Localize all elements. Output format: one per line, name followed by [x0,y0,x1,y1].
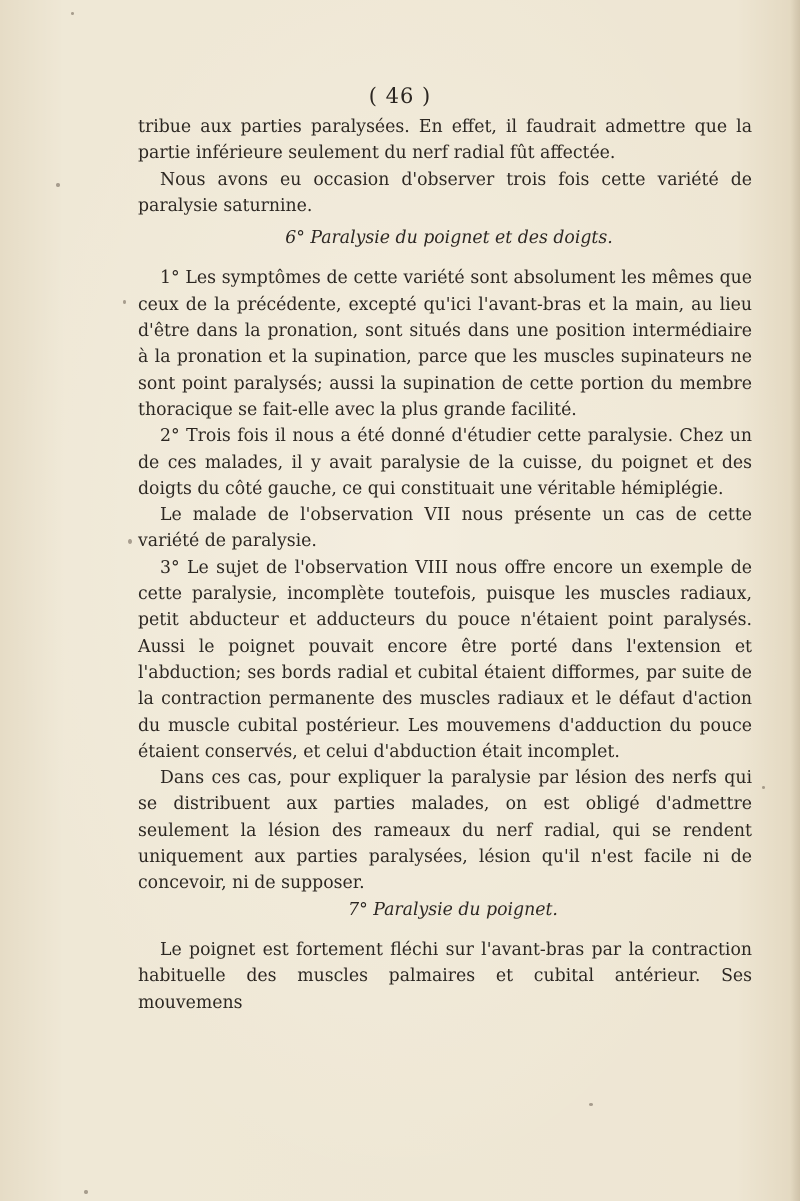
body-text [138,114,752,1016]
paper-speck [123,300,126,304]
page-number: ( 46 ) [368,84,432,108]
paragraph-continuation: tribue aux parties paralysées. En effet, il faudrait admettre que la partie inférieure seulement du nerf radial fût affectée. [138,117,752,164]
paper-speck [71,12,74,15]
section-heading-6: 6° Paralysie du poignet et des doigts. [285,228,613,249]
paper-speck [128,539,132,544]
paper-speck [84,1190,88,1194]
paragraph-wrist-flexed: Le poignet est fortement fléchi sur l'avant-bras par la contraction habituelle des muscles palmaires et cubital antérieur. Ses mouvemens [138,939,752,1013]
section-heading-7: 7° Paralysie du poignet. [348,899,558,920]
paragraph-three-times: 2° Trois fois il nous a été donné d'étudier cette paralysie. Chez un de ces malades, il y avait paralysie de la cuisse, du poignet et des doigts du côté gauche, ce qui constituait une véritable hémiplégie. [138,426,752,499]
paragraph-observation-vii: Le malade de l'observation VII nous présente un cas de cette variété de paralysie. [138,505,752,552]
paragraph-observation-viii: 3° Le sujet de l'observation VIII nous offre encore un exemple de cette paralysie, incomplète toutefois, puisque les muscles radiaux, petit abducteur et adducteurs du pouce n'étaient point paralysés. Aussi le poignet pouvait encore être porté dans l'extension et l'abduction; ses bords radial et cubital étaient difformes, par suite de la contraction permanente des muscles radiaux et le défaut d'action du muscle cubital postérieur. Les mouvemens d'adduction du pouce étaient conservés, et celui d'abduction était incomplet. [138,557,752,762]
paragraph-saturnine: Nous avons eu occasion d'observer trois fois cette variété de paralysie saturnine. [138,169,752,216]
paper-speck [589,1103,593,1106]
paragraph-symptoms: 1° Les symptômes de cette variété sont absolument les mêmes que ceux de la précédente, excepté qu'ici l'avant-bras et la main, au lieu d'être dans la pronation, sont situés dans une position intermédiaire à la pronation et la supination, parce que les muscles supinateurs ne sont point paralysés; aussi la supination de cette portion du membre thoracique se fait-elle avec la plus grande facilité. [138,268,752,420]
paragraph-nerve-lesion: Dans ces cas, pour expliquer la paralysie par lésion des nerfs qui se distribuent aux parties malades, on est obligé d'admettre seulement la lésion des rameaux du nerf radial, qui se rendent uniquement aux parties paralysées, lésion qu'il n'est facile ni de concevoir, ni de supposer. [138,768,752,894]
paper-speck [56,183,60,187]
paper-speck [762,786,765,789]
page-edge-shadow [790,0,800,1201]
